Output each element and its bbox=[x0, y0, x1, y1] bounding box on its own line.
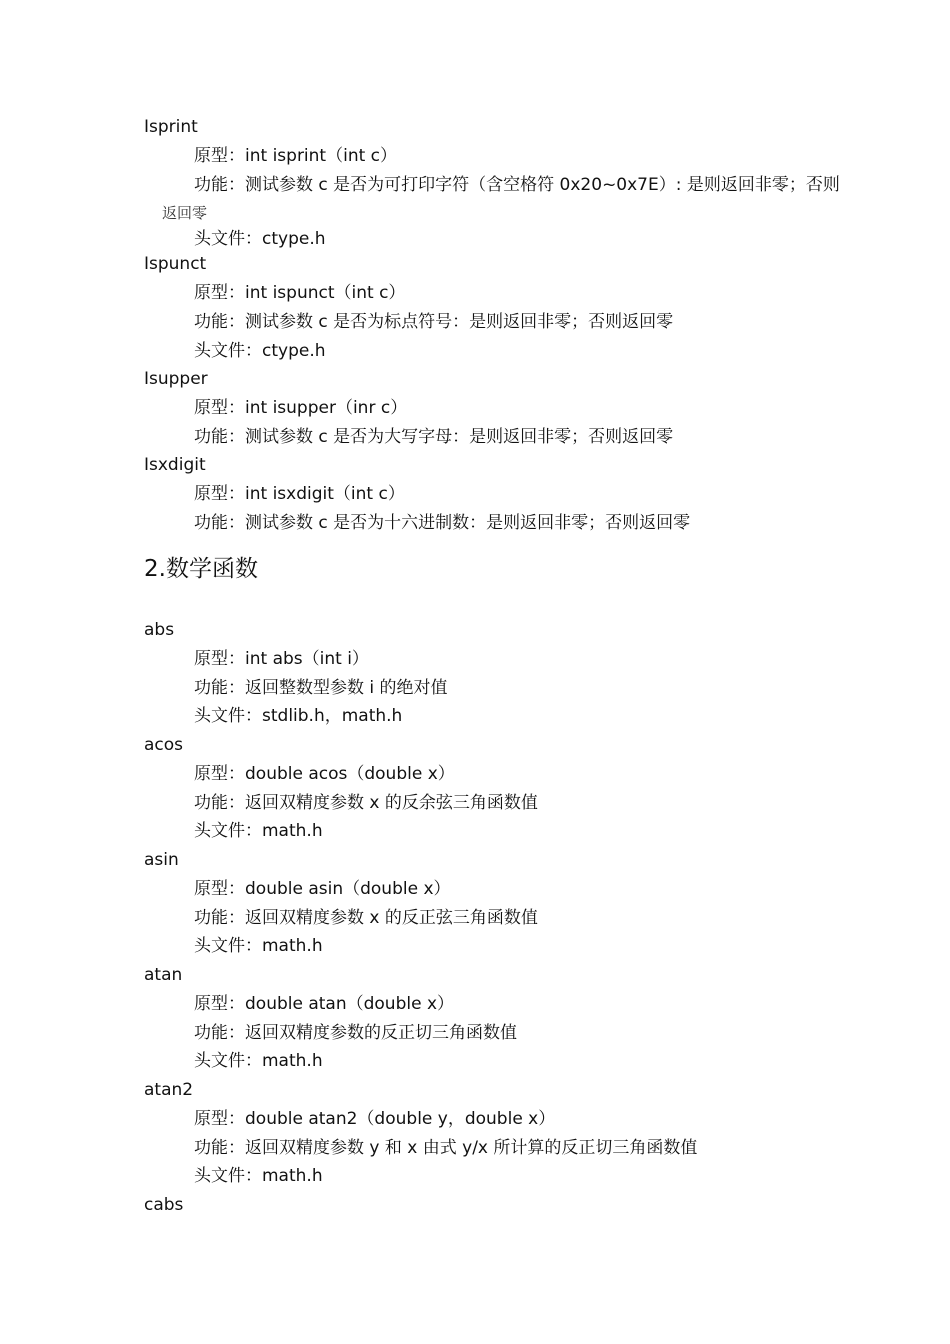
prototype-asin: 原型：double asin（double x） bbox=[194, 879, 451, 899]
prototype-abs: 原型：int abs（int i） bbox=[194, 649, 369, 669]
function-name-asin: asin bbox=[144, 850, 179, 870]
function-name-ispunct: Ispunct bbox=[144, 254, 207, 274]
prototype-ispunct: 原型：int ispunct（int c） bbox=[194, 283, 406, 303]
function-name-isxdigit: Isxdigit bbox=[144, 455, 206, 475]
function-name-abs: abs bbox=[144, 620, 175, 640]
header-asin: 头文件：math.h bbox=[194, 936, 323, 956]
header-atan2: 头文件：math.h bbox=[194, 1166, 323, 1186]
description-acos: 功能：返回双精度参数 x 的反余弦三角函数值 bbox=[194, 793, 538, 813]
description-abs: 功能：返回整数型参数 i 的绝对值 bbox=[194, 678, 448, 698]
header-abs: 头文件：stdlib.h，math.h bbox=[194, 706, 403, 726]
header-atan: 头文件：math.h bbox=[194, 1051, 323, 1071]
function-name-acos: acos bbox=[144, 735, 184, 755]
prototype-isprint: 原型：int isprint（int c） bbox=[194, 146, 398, 166]
prototype-acos: 原型：double acos（double x） bbox=[194, 764, 455, 784]
section-heading: 2.数学函数 bbox=[144, 556, 258, 582]
description-asin: 功能：返回双精度参数 x 的反正弦三角函数值 bbox=[194, 908, 538, 928]
description-ispunct: 功能：测试参数 c 是否为标点符号：是则返回非零；否则返回零 bbox=[194, 312, 674, 332]
description-isupper: 功能：测试参数 c 是否为大写字母：是则返回非零；否则返回零 bbox=[194, 427, 674, 447]
prototype-isupper: 原型：int isupper（inr c） bbox=[194, 398, 408, 418]
description-isprint: 功能：测试参数 c 是否为可打印字符（含空格符 0x20~0x7E）: 是则返回非零；否则 bbox=[194, 175, 840, 195]
description-isprint-continued: 返回零 bbox=[162, 204, 208, 222]
description-isxdigit: 功能：测试参数 c 是否为十六进制数：是则返回非零；否则返回零 bbox=[194, 513, 691, 533]
description-atan2: 功能：返回双精度参数 y 和 x 由式 y/x 所计算的反正切三角函数值 bbox=[194, 1138, 698, 1158]
prototype-atan2: 原型：double atan2（double y，double x） bbox=[194, 1109, 556, 1129]
function-name-cabs: cabs bbox=[144, 1195, 184, 1215]
header-isprint: 头文件：ctype.h bbox=[194, 229, 326, 249]
prototype-isxdigit: 原型：int isxdigit（int c） bbox=[194, 484, 405, 504]
function-name-atan2: atan2 bbox=[144, 1080, 194, 1100]
function-name-atan: atan bbox=[144, 965, 183, 985]
prototype-atan: 原型：double atan（double x） bbox=[194, 994, 455, 1014]
function-name-isprint: Isprint bbox=[144, 117, 198, 137]
description-atan: 功能：返回双精度参数的反正切三角函数值 bbox=[194, 1023, 517, 1043]
function-name-isupper: Isupper bbox=[144, 369, 208, 389]
header-acos: 头文件：math.h bbox=[194, 821, 323, 841]
header-ispunct: 头文件：ctype.h bbox=[194, 341, 326, 361]
